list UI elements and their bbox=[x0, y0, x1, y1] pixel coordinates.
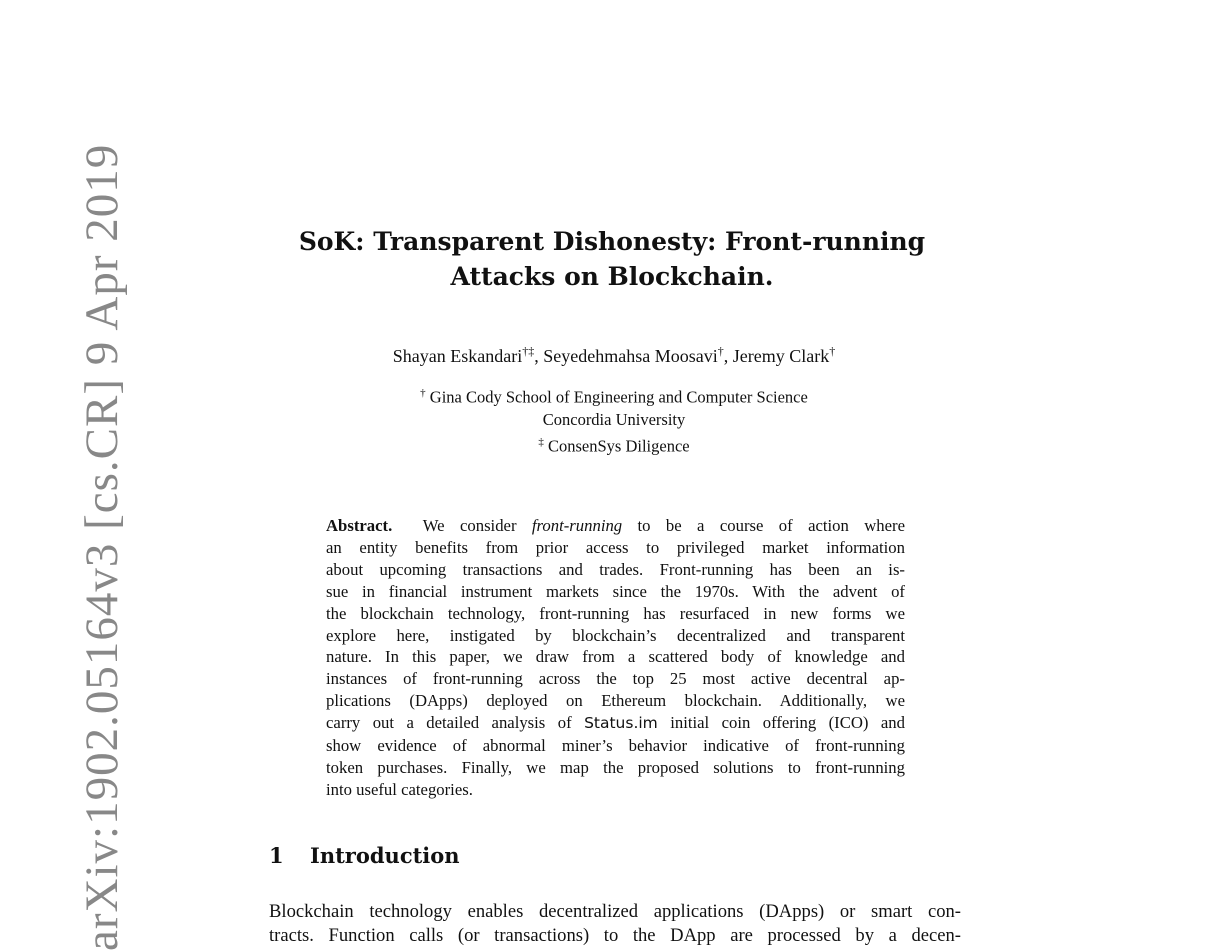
abstract-text: initial coin offering (ICO) and bbox=[657, 713, 905, 733]
abstract-line: instances of front-running across the top 25 most active decentral ap- bbox=[326, 669, 905, 689]
author-name: Jeremy Clark bbox=[732, 346, 830, 366]
affiliation-line bbox=[0, 409, 1224, 431]
title-line-1: SoK: Transparent Dishonesty: Front-running bbox=[298, 227, 926, 256]
abstract-line: explore here, instigated by blockchain’s decentralized and transparent bbox=[326, 625, 905, 645]
abstract-line: sue in financial instrument markets since the 1970s. With the advent of bbox=[326, 581, 905, 601]
author-name: Seyedehmahsa Moosavi bbox=[543, 346, 718, 366]
body-text bbox=[269, 900, 961, 948]
affiliation-text: ConsenSys Diligence bbox=[548, 436, 690, 455]
author-marks: †‡ bbox=[522, 344, 535, 358]
affiliation-text: Gina Cody School of Engineering and Computer Science bbox=[429, 387, 808, 407]
abstract-line: the blockchain technology, front-running has resurfaced in new forms we bbox=[326, 603, 905, 623]
author-marks: † bbox=[717, 344, 724, 358]
affiliations bbox=[0, 382, 1224, 457]
section-number: 1 bbox=[269, 843, 284, 868]
abstract-line: about upcoming transactions and trades. Front-running has been an is- bbox=[326, 559, 905, 579]
affiliation-line bbox=[0, 382, 1224, 409]
abstract-line: into useful categories. bbox=[326, 779, 473, 799]
author-separator: , bbox=[723, 346, 733, 366]
author-name: Shayan Eskandari bbox=[392, 346, 523, 366]
author-list bbox=[0, 338, 1224, 369]
abstract-line: show evidence of abnormal miner’s behavior indicative of front-running bbox=[326, 736, 905, 756]
arxiv-stamp: arXiv:1902.05164v3 [cs.CR] 9 Apr 2019 bbox=[76, 143, 128, 951]
abstract-emphasis: front-running bbox=[531, 516, 623, 535]
abstract-text: carry out a detailed analysis of bbox=[326, 713, 585, 733]
author-marks: † bbox=[829, 344, 836, 358]
affiliation-text: Concordia University bbox=[542, 409, 686, 429]
abstract-line bbox=[326, 712, 905, 735]
affiliation-line bbox=[0, 431, 1224, 458]
section-heading bbox=[269, 843, 460, 868]
abstract bbox=[326, 515, 905, 801]
affiliation-mark: ‡ bbox=[538, 435, 544, 448]
abstract-line: nature. In this paper, we draw from a scattered body of knowledge and bbox=[326, 647, 905, 667]
title-line-2: Attacks on Blockchain. bbox=[450, 262, 774, 291]
section-title: Introduction bbox=[310, 843, 460, 868]
abstract-code-term: Status.im bbox=[584, 714, 658, 733]
body-line: Blockchain technology enables decentralized applications (DApps) or smart con- bbox=[269, 901, 961, 922]
abstract-label: Abstract. bbox=[326, 516, 393, 535]
abstract-line: plications (DApps) deployed on Ethereum blockchain. Additionally, we bbox=[326, 691, 905, 711]
abstract-text: We consider bbox=[422, 516, 532, 535]
body-line: tracts. Function calls (or transactions) to the DApp are processed by a decen- bbox=[269, 925, 961, 946]
paper-title bbox=[0, 224, 1224, 294]
abstract-text: to be a course of action where bbox=[622, 516, 905, 535]
abstract-line: token purchases. Finally, we map the proposed solutions to front-running bbox=[326, 757, 905, 777]
abstract-line bbox=[326, 515, 905, 537]
affiliation-mark: † bbox=[420, 387, 426, 399]
author-separator: , bbox=[534, 346, 544, 366]
abstract-line: an entity benefits from prior access to privileged market information bbox=[326, 537, 905, 557]
